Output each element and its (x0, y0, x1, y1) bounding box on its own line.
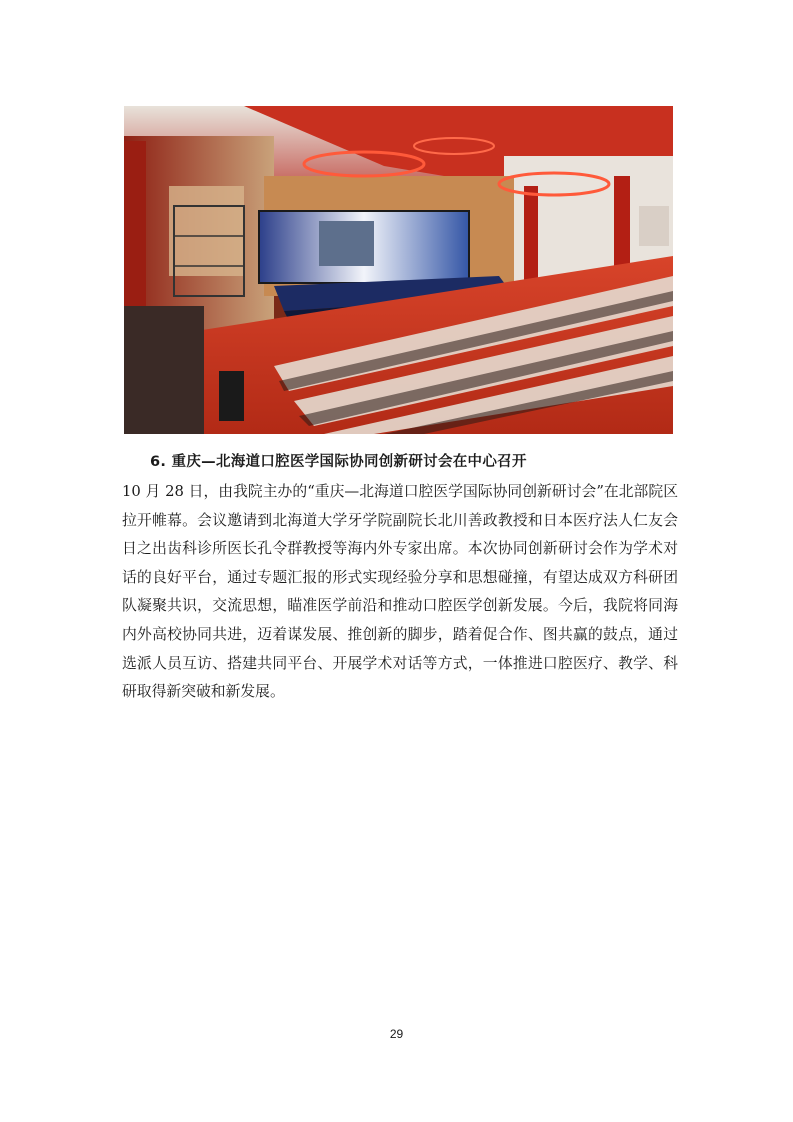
page-number: 29 (389, 1027, 404, 1041)
section-heading: 6. 重庆—北海道口腔医学国际协同创新研讨会在中心召开 (150, 454, 527, 470)
section-paragraph: 10 月 28 日，由我院主办的“重庆—北海道口腔医学国际协同创新研讨会”在北部院区拉开帷幕。会议邀请到北海道大学牙学院副院长北川善政教授和日本医疗法人仁友会日之出齿科诊所医长孔令群教授等海内外专家出席。本次协同创新研讨会作为学术对话的良好平台，通过专题汇报的形式实现经验分享和思想碰撞，有望达成双方科研团队凝聚共识，交流思想，瞄准医学前沿和推动口腔医学创新发展。今后，我院将同海内外高校协同共进，迈着谋发展、推创新的脚步，踏着促合作、图共赢的鼓点，通过选派人员互访、搭建共同平台、开展学术对话等方式，一体推进口腔医疗、教学、科研取得新突破和新发展。 (122, 483, 678, 701)
conference-photo (124, 106, 673, 434)
